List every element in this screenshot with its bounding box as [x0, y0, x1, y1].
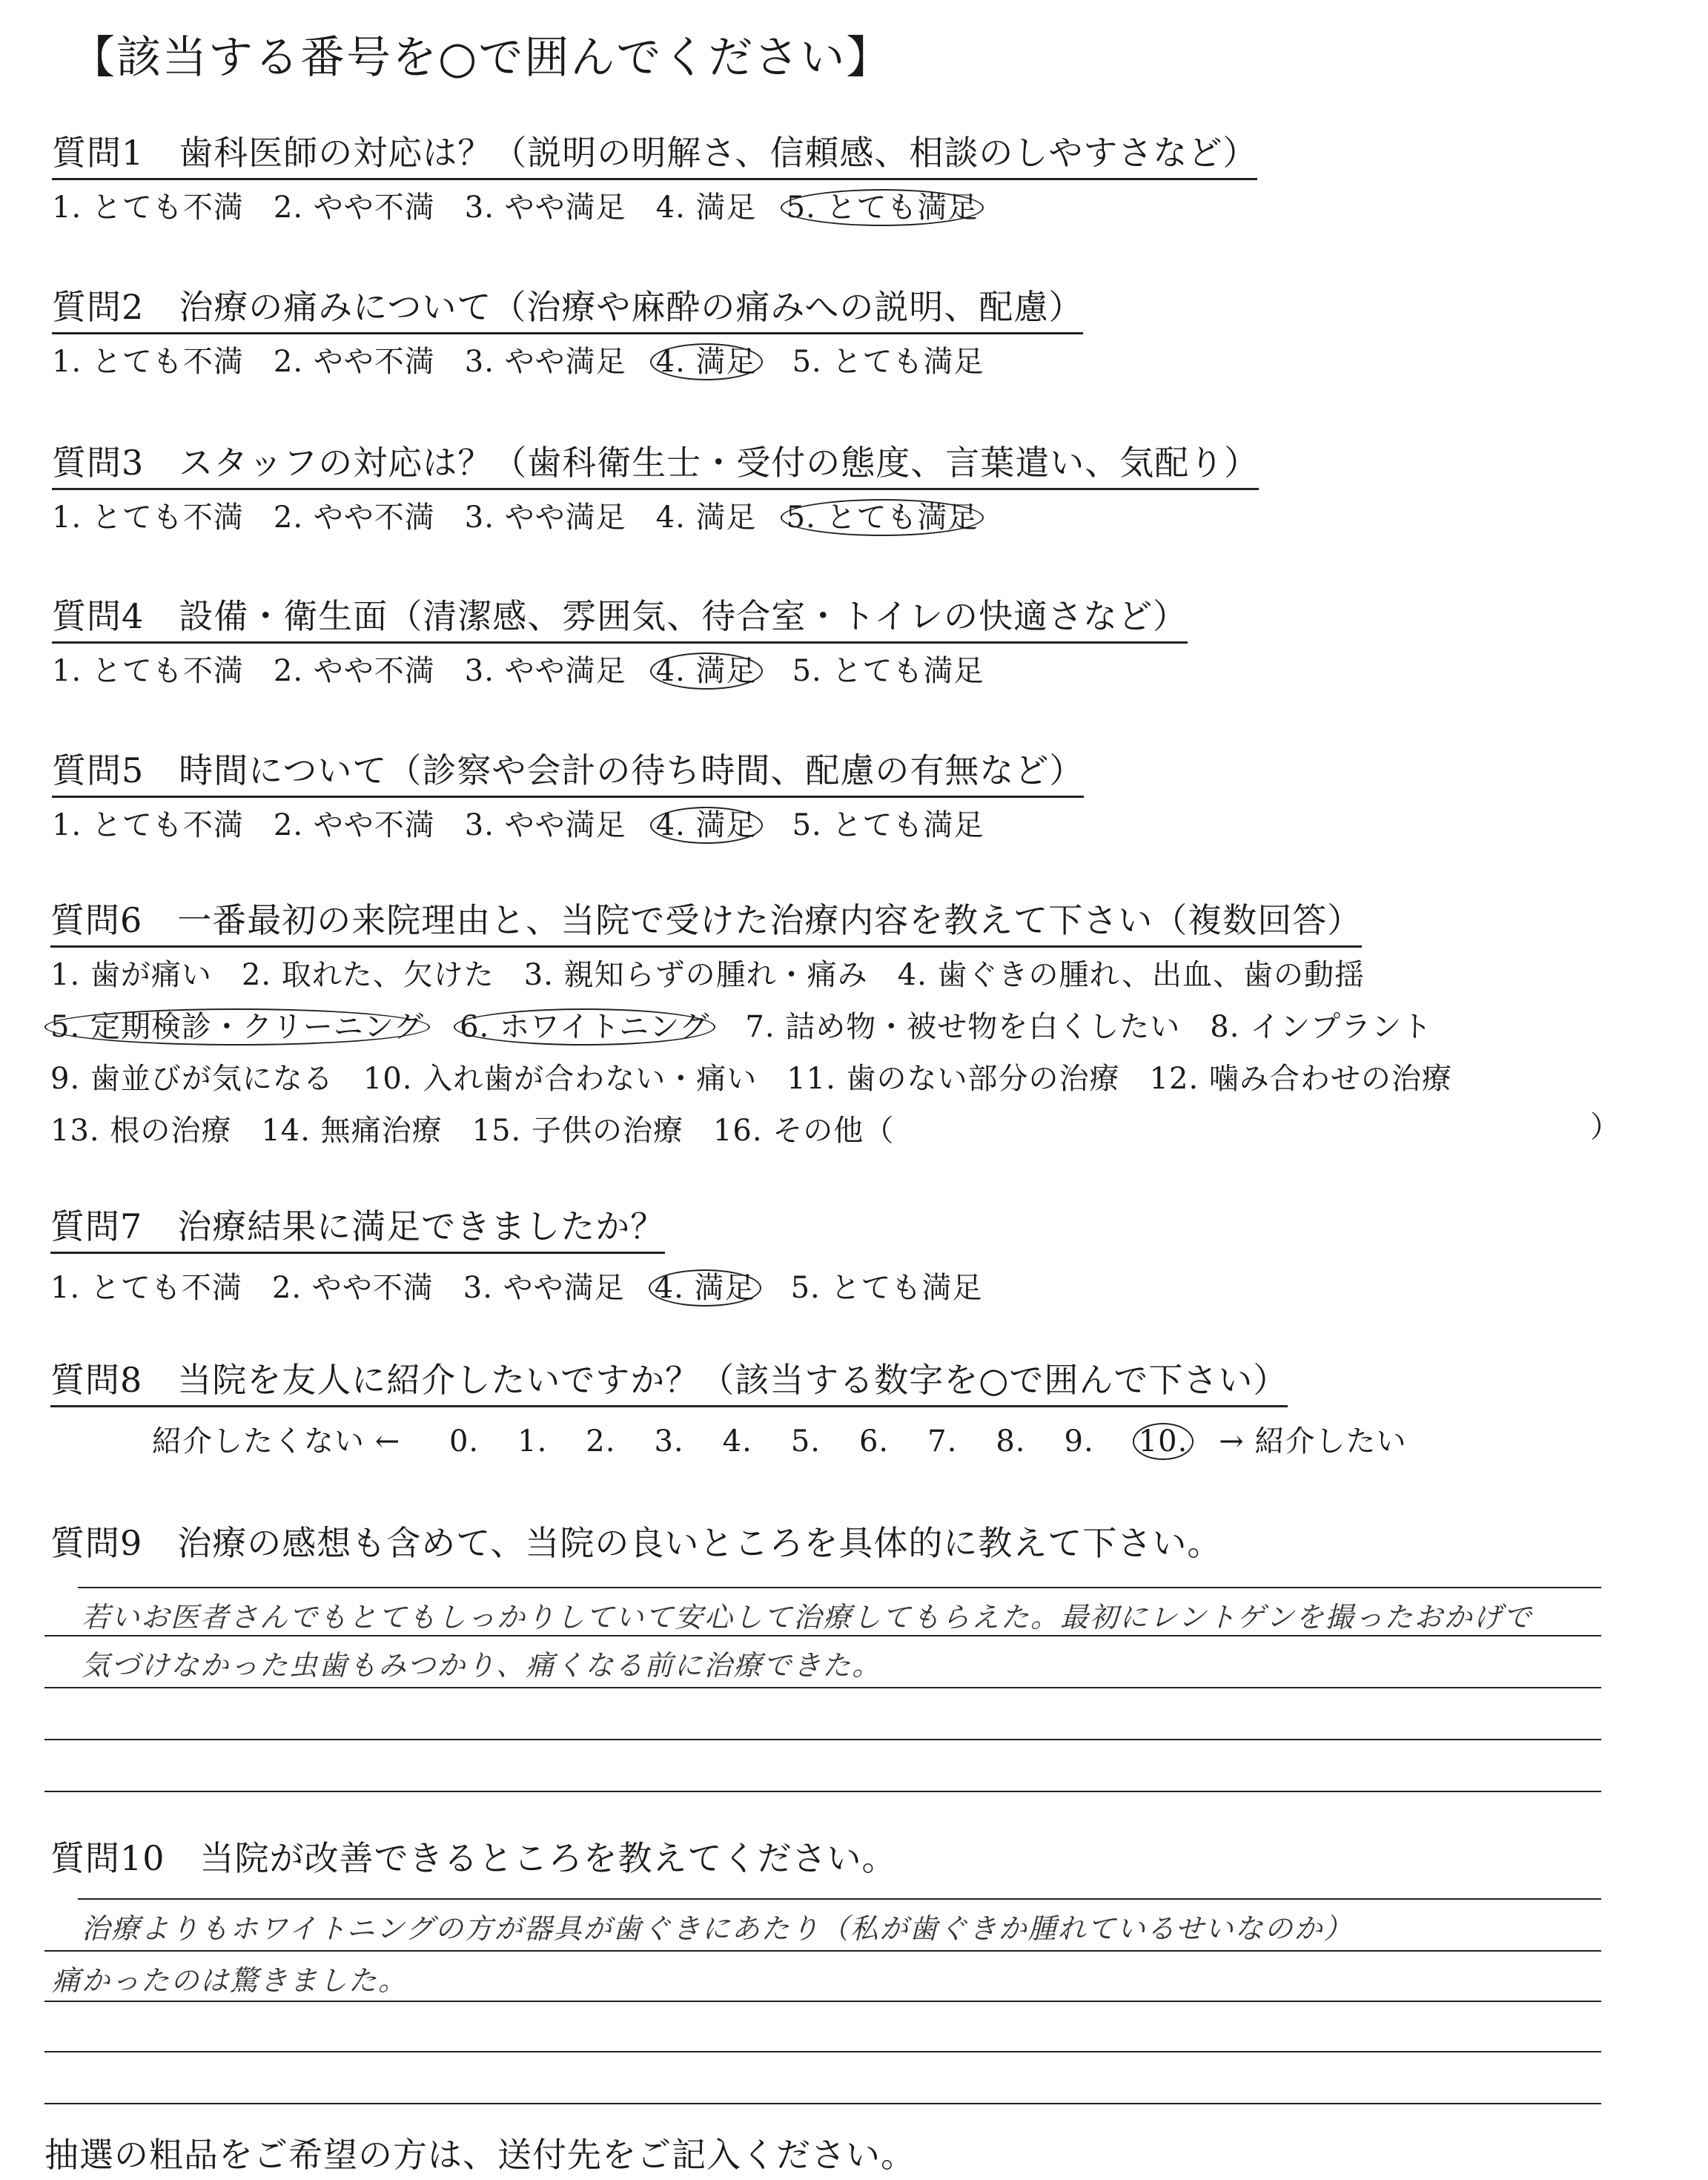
- option-label: 4. 歯ぐきの腫れ、出血、歯の動揺: [897, 958, 1365, 992]
- q6-option[interactable]: [745, 1003, 1180, 1046]
- q3-options: [52, 494, 1013, 536]
- q6-option[interactable]: [50, 1003, 430, 1046]
- q1-options: [52, 184, 1013, 226]
- q5-option-5[interactable]: [792, 802, 984, 844]
- q7-title: 質問7 治療結果に満足できましたか？: [50, 1200, 665, 1254]
- q7-option-1[interactable]: [50, 1264, 242, 1307]
- option-label: 11. 歯のない部分の治療: [787, 1062, 1120, 1096]
- option-label: 7. 詰め物・被せ物を白くしたい: [745, 1010, 1181, 1044]
- q5-options: [52, 802, 1013, 844]
- option-number: 4. 満足: [650, 807, 763, 844]
- option-label: 3. やや満足: [463, 1271, 625, 1305]
- q8-scale-value[interactable]: 7.: [927, 1424, 958, 1459]
- option-number: 1. とても不満: [52, 501, 244, 535]
- q2-option-4[interactable]: [656, 338, 763, 380]
- option-label: 1. 歯が痛い: [50, 958, 212, 992]
- q6-option[interactable]: [1150, 1055, 1452, 1097]
- q5-option-3[interactable]: [465, 802, 626, 844]
- q6-option[interactable]: [460, 1003, 715, 1046]
- option-number: 3. やや満足: [464, 191, 626, 225]
- option-number: 5. とても満足: [792, 808, 984, 842]
- q9-title: 質問9 治療の感想も含めて、当院の良いところを具体的に教えて下さい。: [50, 1523, 1222, 1563]
- q10-answer-line-2: 痛かったのは驚きました。: [52, 1964, 408, 1997]
- q7-option-4[interactable]: [655, 1264, 761, 1307]
- q5-title: 質問5 時間について（診察や会計の待ち時間、配慮の有無など）: [52, 744, 1084, 798]
- option-label: 14. 無痛治療: [261, 1114, 443, 1148]
- q4-option-3[interactable]: [465, 647, 626, 690]
- q8-scale-value[interactable]: 9.: [1064, 1424, 1094, 1459]
- q10-rule: [44, 2051, 1601, 2052]
- q6-option[interactable]: [50, 1055, 334, 1097]
- q6-option[interactable]: [261, 1107, 442, 1149]
- option-label: 12. 噛み合わせの治療: [1149, 1062, 1452, 1096]
- q6-title: 質問6 一番最初の来院理由と、当院で受けた治療内容を教えて下さい（複数回答）: [50, 894, 1362, 948]
- option-label: 3. 親知らずの腫れ・痛み: [523, 958, 868, 992]
- q2-option-5[interactable]: [792, 338, 984, 380]
- q3-title: 質問3 スタッフの対応は？（歯科衛生士・受付の態度、言葉遣い、気配り）: [52, 436, 1259, 490]
- q8-left-label: 紹介したくない ←: [152, 1424, 401, 1459]
- q8-scale-value[interactable]: 8.: [996, 1424, 1026, 1459]
- option-number: 4. 満足: [655, 501, 757, 535]
- option-number: 2. やや不満: [273, 808, 435, 842]
- q3-option-1[interactable]: [52, 494, 244, 536]
- q6-row: [50, 951, 1394, 994]
- option-number: 2. やや不満: [273, 654, 435, 688]
- option-label: 8. インプラント: [1210, 1010, 1433, 1044]
- q9-answer-line-2: 気づけなかった虫歯もみつかり、痛くなる前に治療できた。: [82, 1649, 882, 1682]
- q2-title: 質問2 治療の痛みについて（治療や麻酔の痛みへの説明、配慮）: [52, 280, 1083, 334]
- q6-option[interactable]: [363, 1055, 757, 1097]
- q10-rule: [44, 2001, 1601, 2002]
- option-number: 1. とても不満: [52, 191, 244, 225]
- q1-option-2[interactable]: [274, 184, 435, 226]
- q6-option[interactable]: [787, 1055, 1119, 1097]
- option-label: 16. その他（: [712, 1114, 895, 1148]
- q4-option-5[interactable]: [792, 647, 984, 690]
- q10-rule: [78, 1898, 1601, 1900]
- q1-option-1[interactable]: [52, 184, 244, 226]
- option-number: 3. やや満足: [464, 501, 626, 535]
- q7-option-2[interactable]: [272, 1264, 434, 1307]
- q9-rule: [44, 1791, 1601, 1792]
- q4-title: 質問4 設備・衛生面（清潔感、雰囲気、待合室・トイレの快適さなど）: [52, 589, 1188, 644]
- q9-rule: [44, 1687, 1601, 1688]
- q3-option-5[interactable]: [787, 494, 984, 536]
- q6-option[interactable]: [898, 951, 1365, 994]
- q9-rule: [78, 1587, 1601, 1588]
- q6-row: [50, 1003, 1462, 1046]
- q9-rule: [44, 1635, 1601, 1636]
- option-number: 4. 満足: [650, 343, 763, 380]
- option-label: 1. とても不満: [50, 1271, 242, 1305]
- q6-row: [50, 1055, 1482, 1097]
- q5-option-1[interactable]: [52, 802, 244, 844]
- q2-option-1[interactable]: [52, 338, 244, 380]
- q5-option-4[interactable]: [656, 802, 763, 844]
- option-label: 4. 満足: [649, 1269, 761, 1307]
- q7-option-5[interactable]: [791, 1264, 983, 1307]
- option-number: 5. とても満足: [781, 189, 984, 226]
- option-label: 2. 取れた、欠けた: [241, 958, 494, 992]
- q4-option-4[interactable]: [656, 647, 763, 690]
- q7-option-3[interactable]: [463, 1264, 625, 1307]
- option-number: 5. とても満足: [792, 345, 984, 379]
- option-number: 3. やや満足: [464, 345, 626, 379]
- q2-options: [52, 338, 1013, 380]
- page-heading: 【該当する番号を○で囲んでください】: [70, 32, 893, 84]
- q9-answer-line-1: 若いお医者さんでもとてもしっかりしていて安心して治療してもらえた。最初にレントゲンを撮ったおかげで: [82, 1601, 1533, 1634]
- q6-option[interactable]: [50, 1107, 231, 1149]
- option-number: 1. とても不満: [52, 345, 244, 379]
- option-number: 2. やや不満: [273, 191, 435, 225]
- q4-options: [52, 647, 1013, 690]
- q8-scale-value[interactable]: 1.: [517, 1424, 548, 1459]
- q8-title: 質問8 当院を友人に紹介したいですか？（該当する数字を○で囲んで下さい）: [50, 1353, 1288, 1407]
- q7-options: [50, 1264, 1012, 1307]
- option-label: 15. 子供の治療: [471, 1114, 683, 1148]
- q6-option[interactable]: [472, 1107, 683, 1149]
- footer-partial-text: 抽選の粗品をご希望の方は、送付先をご記入ください。: [44, 2135, 916, 2175]
- q3-option-3[interactable]: [465, 494, 626, 536]
- option-label: 13. 根の治療: [50, 1114, 232, 1148]
- q8-scale-value[interactable]: 0.: [448, 1424, 480, 1459]
- option-number: 4. 満足: [655, 191, 757, 225]
- option-number: 3. やや満足: [464, 654, 626, 688]
- q10-title: 質問10 当院が改善できるところを教えてください。: [50, 1838, 897, 1878]
- q6-option[interactable]: [50, 951, 212, 994]
- q8-scale-value[interactable]: 4.: [722, 1424, 752, 1459]
- q2-option-2[interactable]: [274, 338, 435, 380]
- q8-scale-value[interactable]: 6.: [858, 1424, 890, 1459]
- option-number: 5. とても満足: [781, 499, 984, 536]
- q8-scale-value[interactable]: 10.: [1133, 1423, 1194, 1460]
- q10-rule: [44, 1950, 1601, 1952]
- option-label: 2. やや不満: [271, 1271, 434, 1305]
- q6-option[interactable]: [242, 951, 494, 994]
- option-number: 4. 満足: [650, 653, 763, 690]
- q9-rule: [44, 1739, 1601, 1740]
- q3-option-4[interactable]: [656, 494, 757, 536]
- q1-option-5[interactable]: [787, 184, 984, 226]
- q10-answer-line-1: 治療よりもホワイトニングの方が器具が歯ぐきにあたり（私が歯ぐきか腫れているせいなのか）: [82, 1912, 1354, 1945]
- q1-option-3[interactable]: [465, 184, 626, 226]
- q3-option-2[interactable]: [274, 494, 435, 536]
- q6-option[interactable]: [524, 951, 868, 994]
- q6-close-paren: ）: [1590, 1110, 1620, 1144]
- option-number: 3. やや満足: [464, 808, 626, 842]
- option-number: 2. やや不満: [273, 501, 435, 535]
- q4-option-1[interactable]: [52, 647, 244, 690]
- q8-scale-value[interactable]: 5.: [790, 1424, 821, 1459]
- q6-option[interactable]: [713, 1107, 894, 1149]
- q6-option[interactable]: [1210, 1003, 1432, 1046]
- option-label: 5. 定期検診・クリーニング: [44, 1008, 430, 1046]
- option-label: 9. 歯並びが気になる: [50, 1062, 334, 1096]
- q8-scale-value[interactable]: 3.: [654, 1424, 684, 1459]
- q8-right-label: → 紹介したい: [1219, 1424, 1407, 1459]
- option-number: 1. とても不満: [52, 808, 244, 842]
- q2-option-3[interactable]: [465, 338, 626, 380]
- q6-row: [50, 1107, 924, 1149]
- option-number: 5. とても満足: [792, 654, 984, 688]
- q8-scale-value[interactable]: 2.: [586, 1424, 616, 1459]
- q5-option-2[interactable]: [274, 802, 435, 844]
- option-label: 6. ホワイトニング: [454, 1008, 715, 1046]
- option-number: 2. やや不満: [273, 345, 435, 379]
- option-label: 5. とても満足: [790, 1271, 983, 1305]
- q4-option-2[interactable]: [274, 647, 435, 690]
- q1-title: 質問1 歯科医師の対応は？（説明の明解さ、信頼感、相談のしやすさなど）: [52, 126, 1257, 180]
- q1-option-4[interactable]: [656, 184, 757, 226]
- option-number: 1. とても不満: [52, 654, 244, 688]
- q10-rule: [44, 2103, 1601, 2104]
- q8-scale: [152, 1418, 1446, 1460]
- option-label: 10. 入れ歯が合わない・痛い: [363, 1062, 758, 1096]
